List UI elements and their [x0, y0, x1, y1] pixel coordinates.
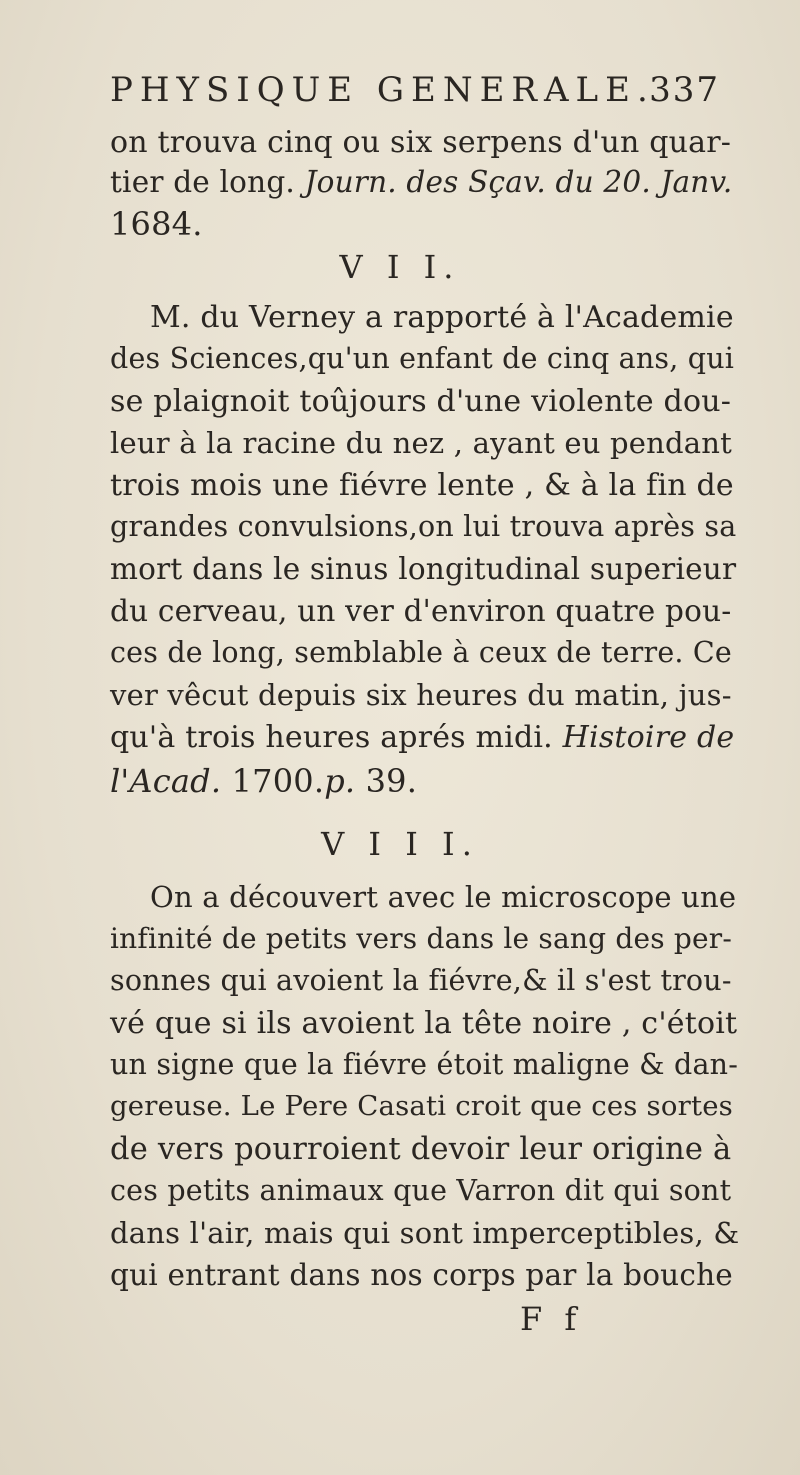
- text-line: sonnes qui avoient la fiévre,& il s'est trou-: [110, 964, 732, 997]
- text-line: M. du Verney a rapporté à l'Academie: [150, 300, 734, 335]
- citation: Journ. des Sçav. du 20. Janv.: [304, 165, 733, 199]
- text-line: des Sciences,qu'un enfant de cinq ans, qui: [110, 342, 735, 375]
- text-line: ces petits animaux que Varron dit qui sont: [110, 1174, 732, 1207]
- page-number: 337: [649, 70, 720, 110]
- text-line: qu'à trois heures aprés midi. Histoire de: [110, 720, 735, 755]
- text-line: infinité de petits vers dans le sang des per-: [110, 922, 733, 955]
- text-line: 1684.: [110, 205, 203, 243]
- section-heading: V I I.: [339, 248, 461, 286]
- text-line: grandes convulsions,on lui trouva après sa: [110, 510, 737, 543]
- text-line: tier de long. Journ. des Sçav. du 20. Janv.: [110, 165, 733, 199]
- section-heading: V I I I.: [321, 825, 479, 863]
- text-line: se plaignoit toûjours d'une violente dou-: [110, 384, 732, 419]
- text-line: ver vêcut depuis six heures du matin, jus-: [110, 678, 732, 712]
- text-line: leur à la racine du nez , ayant eu pendant: [110, 426, 733, 460]
- running-title: PHYSIQUE GENERALE.: [110, 70, 655, 110]
- text-line: qui entrant dans nos corps par la bouche: [110, 1258, 733, 1292]
- text-line: dans l'air, mais qui sont imperceptibles, &: [110, 1216, 740, 1250]
- text-line: un signe que la fiévre étoit maligne & dan-: [110, 1048, 739, 1081]
- text-line: On a découvert avec le microscope une: [150, 880, 737, 914]
- text-line: gereuse. Le Pere Casati croit que ces sortes: [110, 1090, 733, 1122]
- text-line: mort dans le sinus longitudinal superieur: [110, 552, 737, 586]
- text-line: trois mois une fiévre lente , & à la fin de: [110, 468, 734, 503]
- text-line: du cerveau, un ver d'environ quatre pou-: [110, 594, 732, 628]
- text-line: on trouva cinq ou six serpens d'un quar-: [110, 125, 732, 160]
- text-line: ces de long, semblable à ceux de terre. Ce: [110, 636, 732, 669]
- citation: Histoire de: [562, 720, 735, 755]
- running-header: [110, 70, 720, 120]
- text-line: vé que si ils avoient la tête noire , c'étoit: [110, 1006, 738, 1041]
- citation: l'Acad.: [110, 762, 222, 800]
- text-line: l'Acad. 1700.p. 39.: [110, 762, 418, 800]
- signature-mark: F f: [520, 1300, 583, 1338]
- text-line: de vers pourroient devoir leur origine à: [110, 1132, 732, 1167]
